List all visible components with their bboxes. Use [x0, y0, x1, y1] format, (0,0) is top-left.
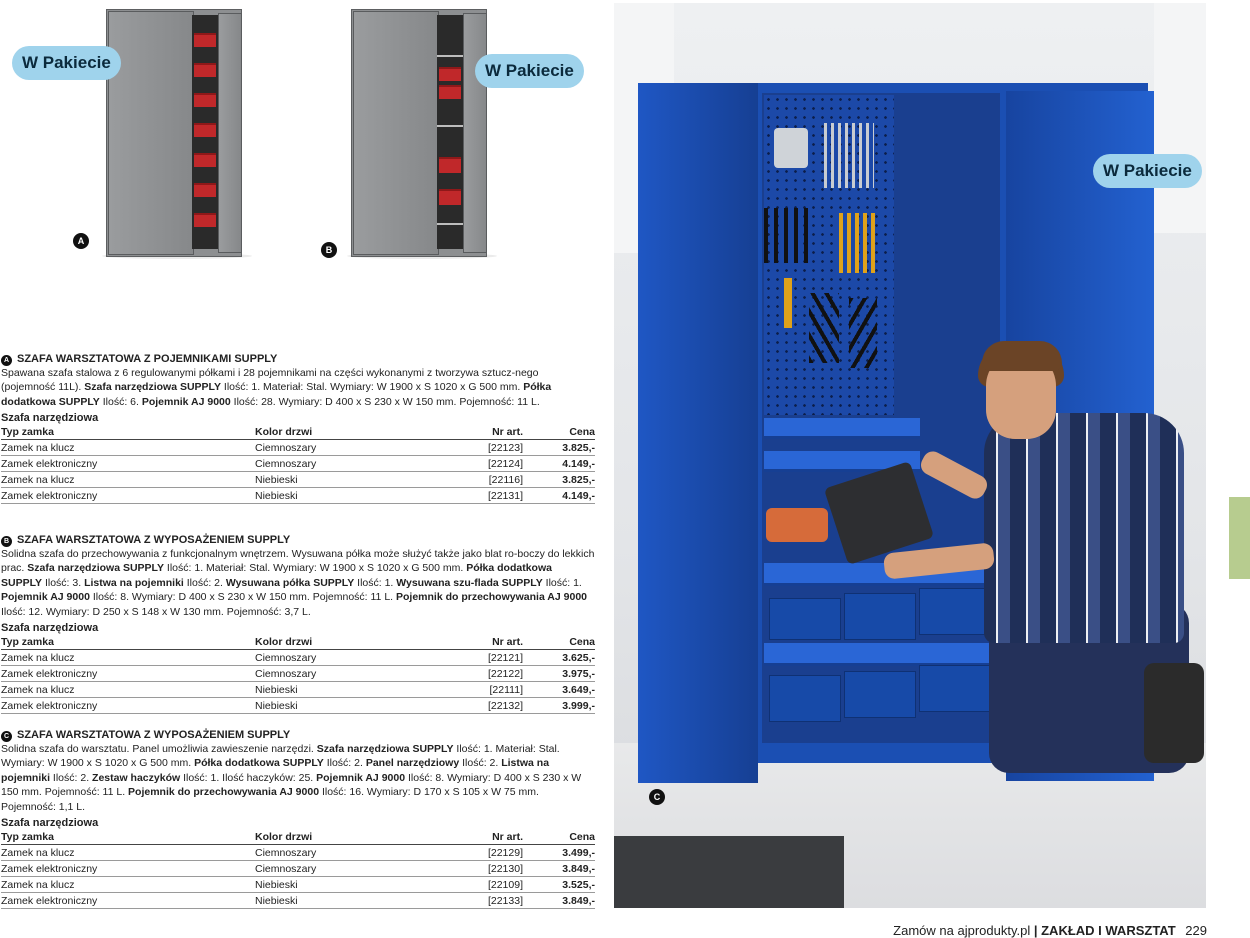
cell-door-color: Niebieski	[255, 472, 437, 488]
worker	[984, 413, 1184, 643]
section-b-marker: B	[1, 536, 12, 547]
section-c-marker: C	[1, 731, 12, 742]
footer-site: Zamów na ajprodukty.pl	[893, 923, 1031, 938]
description-text: Ilość: 1.	[354, 576, 397, 589]
cell-lock-type: Zamek elektroniczny	[1, 893, 255, 909]
description-text: Ilość: 2.	[183, 576, 226, 589]
cell-door-color: Ciemnoszary	[255, 650, 437, 666]
header-art-no: Nr art.	[437, 830, 523, 845]
cell-price: 3.625,-	[523, 650, 595, 666]
header-art-no: Nr art.	[437, 425, 523, 440]
cell-door-color: Niebieski	[255, 682, 437, 698]
cell-art-no: [22133]	[437, 893, 523, 909]
table-row	[1, 488, 595, 504]
product-name: Pojemnik AJ 9000	[1, 591, 90, 604]
product-name: Szafa narzędziowa SUPPLY	[27, 562, 165, 575]
cell-art-no: [22130]	[437, 861, 523, 877]
cell-door-color: Ciemnoszary	[255, 861, 437, 877]
cell-art-no: [22121]	[437, 650, 523, 666]
cell-art-no: [22122]	[437, 666, 523, 682]
header-door-color: Kolor drzwi	[255, 635, 437, 650]
description-text: Ilość: 1. Materiał: Stal. Wymiary: W 1900 x S 1020 x G 500 mm.	[1, 743, 560, 770]
cell-price: 3.999,-	[523, 698, 595, 714]
section-b-description	[1, 547, 595, 619]
cell-door-color: Ciemnoszary	[255, 666, 437, 682]
cell-door-color: Ciemnoszary	[255, 456, 437, 472]
header-door-color: Kolor drzwi	[255, 830, 437, 845]
description-text: Ilość: 1. Materiał: Stal. Wymiary: W 1900 x S 1020 x G 500 mm.	[221, 381, 524, 394]
cell-lock-type: Zamek na klucz	[1, 472, 255, 488]
cell-lock-type: Zamek na klucz	[1, 845, 255, 861]
section-c	[1, 728, 595, 909]
marker-a: A	[73, 233, 89, 249]
section-a-title: A SZAFA WARSZTATOWA Z POJEMNIKAMI SUPPLY	[1, 352, 595, 366]
cell-art-no: [22111]	[437, 682, 523, 698]
table-row	[1, 893, 595, 909]
product-name: Wysuwana półka SUPPLY	[225, 576, 355, 589]
cell-lock-type: Zamek na klucz	[1, 650, 255, 666]
cell-lock-type: Zamek elektroniczny	[1, 488, 255, 504]
floor-mat	[614, 836, 844, 908]
description-text: Ilość: 12. Wymiary: D 250 x S 148 x W 130 mm. Pojemność: 3,7 L.	[1, 605, 311, 618]
cell-door-color: Niebieski	[255, 698, 437, 714]
cell-art-no: [22116]	[437, 472, 523, 488]
marker-b: B	[321, 242, 337, 258]
description-text: Solidna szafa do przechowywania z funkcjonalnym wnętrzem. Wysuwana półka może służyć także jako blat ro-boczy do lekkich prac.	[1, 548, 595, 575]
description-text: Ilość: 8. Wymiary: D 400 x S 230 x W 150 mm. Pojemność: 11 L.	[89, 591, 396, 604]
cell-door-color: Niebieski	[255, 877, 437, 893]
product-name: Zestaw haczyków	[92, 771, 181, 784]
cell-lock-type: Zamek elektroniczny	[1, 666, 255, 682]
description-text: Solidna szafa do warsztatu. Panel umożliwia zawieszenie narzędzi.	[1, 743, 317, 755]
header-price: Cena	[523, 635, 595, 650]
cell-lock-type: Zamek na klucz	[1, 440, 255, 456]
description-text: Ilość: 6.	[99, 395, 142, 408]
header-door-color: Kolor drzwi	[255, 425, 437, 440]
description-text: Ilość: 1. Materiał: Stal. Wymiary: W 1900 x S 1020 x G 500 mm.	[164, 562, 467, 575]
cell-door-color: Niebieski	[255, 893, 437, 909]
cell-price: 3.525,-	[523, 877, 595, 893]
cell-lock-type: Zamek na klucz	[1, 682, 255, 698]
product-name: Półka dodatkowa SUPPLY	[194, 757, 324, 770]
cell-art-no: [22123]	[437, 440, 523, 456]
section-b-title: B SZAFA WARSZTATOWA Z WYPOSAŻENIEM SUPPLY	[1, 533, 595, 547]
product-name: Pojemnik do przechowywania AJ 9000	[396, 591, 588, 604]
cell-door-color: Ciemnoszary	[255, 440, 437, 456]
description-text: Ilość: 8. Wymiary: D 400 x S 230 x W 150 mm. Pojemność: 11 L.	[1, 771, 582, 799]
product-name: Listwa na pojemniki	[1, 757, 550, 784]
product-image-a	[100, 5, 250, 260]
cabinet-door-left	[638, 83, 758, 783]
header-art-no: Nr art.	[437, 635, 523, 650]
cell-price: 3.849,-	[523, 893, 595, 909]
product-name: Pojemnik AJ 9000	[141, 395, 231, 408]
cell-price: 3.825,-	[523, 472, 595, 488]
description-text: Ilość: 28. Wymiary: D 400 x S 230 x W 150 mm. Pojemność: 11 L.	[230, 395, 540, 408]
product-name: Półka dodatkowa SUPPLY	[1, 381, 552, 408]
bundle-badge-c: W Pakiecie	[1093, 154, 1202, 188]
cell-art-no: [22109]	[437, 877, 523, 893]
cell-art-no: [22124]	[437, 456, 523, 472]
description-text: Ilość: 3.	[42, 576, 85, 589]
table-row	[1, 472, 595, 488]
marker-c: C	[649, 789, 665, 805]
section-c-description	[1, 742, 595, 814]
cell-lock-type: Zamek elektroniczny	[1, 698, 255, 714]
description-text: Ilość: 16. Wymiary: D 170 x S 105 x W 75 mm. Pojemność: 1,1 L.	[1, 786, 539, 813]
table-row	[1, 861, 595, 877]
cell-art-no: [22129]	[437, 845, 523, 861]
cell-price: 3.499,-	[523, 845, 595, 861]
table-row	[1, 682, 595, 698]
cell-lock-type: Zamek elektroniczny	[1, 861, 255, 877]
section-c-price-table	[1, 830, 595, 909]
description-text: Ilość: 2.	[323, 757, 366, 770]
section-a-table-title: Szafa narzędziowa	[1, 412, 99, 425]
cell-price: 3.825,-	[523, 440, 595, 456]
section-a	[1, 352, 595, 504]
cell-price: 4.149,-	[523, 488, 595, 504]
product-name: Pojemnik AJ 9000	[316, 771, 406, 784]
header-lock-type: Typ zamka	[1, 635, 255, 650]
description-text: Ilość: 2.	[50, 771, 93, 784]
product-image-b	[345, 5, 495, 260]
section-c-table-title: Szafa narzędziowa	[1, 817, 99, 830]
bundle-badge-a: W Pakiecie	[12, 46, 121, 80]
product-name: Pojemnik do przechowywania AJ 9000	[128, 786, 320, 799]
product-name: Listwa na pojemniki	[84, 576, 184, 589]
bundle-badge-b: W Pakiecie	[475, 54, 584, 88]
table-row	[1, 440, 595, 456]
section-b-price-table	[1, 635, 595, 714]
cell-lock-type: Zamek elektroniczny	[1, 456, 255, 472]
section-a-description	[1, 366, 595, 409]
page-number: 229	[1185, 923, 1207, 938]
cell-door-color: Niebieski	[255, 488, 437, 504]
table-row	[1, 877, 595, 893]
section-tab	[1229, 497, 1250, 579]
product-name: Panel narzędziowy	[365, 757, 460, 770]
header-lock-type: Typ zamka	[1, 830, 255, 845]
product-name: Wysuwana szu-flada SUPPLY	[396, 576, 543, 589]
table-row	[1, 845, 595, 861]
footer-separator: |	[1033, 923, 1038, 938]
product-name: Półka dodatkowa SUPPLY	[1, 562, 552, 589]
description-text: Ilość: 1. Ilość haczyków: 25.	[180, 771, 317, 784]
workshop-photo	[614, 3, 1206, 908]
section-c-title: C SZAFA WARSZTATOWA Z WYPOSAŻENIEM SUPPLY	[1, 728, 595, 742]
section-b	[1, 533, 595, 714]
section-a-price-table	[1, 425, 595, 504]
product-name: Szafa narzędziowa SUPPLY	[84, 381, 222, 394]
table-row	[1, 666, 595, 682]
table-row	[1, 698, 595, 714]
header-price: Cena	[523, 425, 595, 440]
cell-art-no: [22132]	[437, 698, 523, 714]
footer-category: ZAKŁAD I WARSZTAT	[1041, 923, 1176, 938]
table-row	[1, 650, 595, 666]
cell-price: 4.149,-	[523, 456, 595, 472]
cell-price: 3.975,-	[523, 666, 595, 682]
cell-price: 3.849,-	[523, 861, 595, 877]
product-name: Szafa narzędziowa SUPPLY	[316, 743, 454, 755]
section-b-table-title: Szafa narzędziowa	[1, 622, 99, 635]
page-footer	[893, 923, 1207, 938]
description-text: Ilość: 2.	[459, 757, 502, 770]
table-row	[1, 456, 595, 472]
cell-door-color: Ciemnoszary	[255, 845, 437, 861]
cell-price: 3.649,-	[523, 682, 595, 698]
description-text: Ilość: 1.	[542, 576, 582, 589]
header-lock-type: Typ zamka	[1, 425, 255, 440]
description-text: Spawana szafa stalowa z 6 regulowanymi półkami i 28 pojemnikami na części wykonanymi z tworzywa sztucz-nego (pojemność 11L).	[1, 367, 539, 394]
cell-lock-type: Zamek na klucz	[1, 877, 255, 893]
cell-art-no: [22131]	[437, 488, 523, 504]
header-price: Cena	[523, 830, 595, 845]
section-a-marker: A	[1, 355, 12, 366]
